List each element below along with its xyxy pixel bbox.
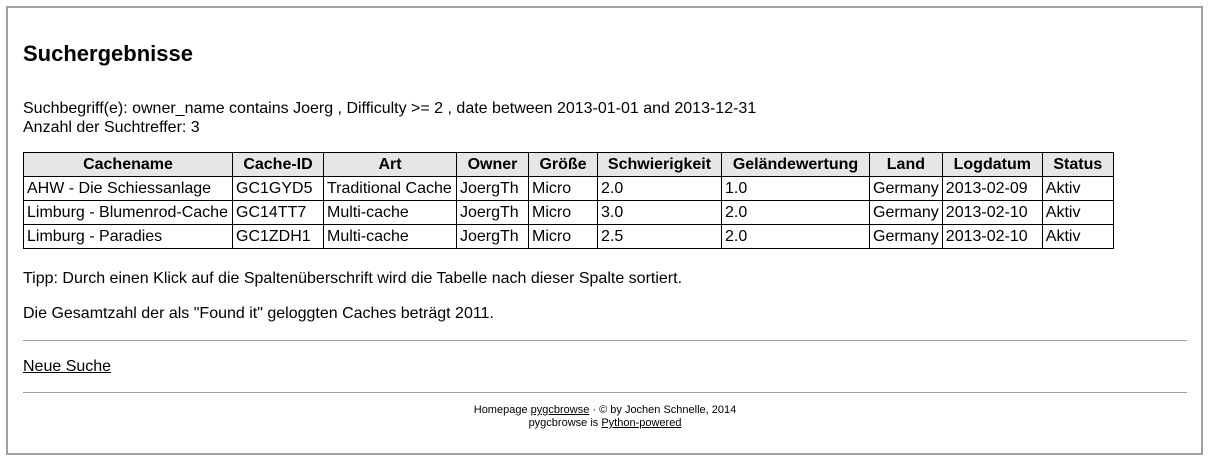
table-row (24, 177, 1114, 201)
cell-cachename: Limburg - Blumenrod-Cache (24, 201, 233, 225)
homepage-link[interactable]: pygcbrowse (530, 404, 590, 416)
page-title: Suchergebnisse (23, 41, 193, 66)
results-table (23, 152, 1114, 249)
footer-line-powered (23, 417, 1187, 430)
cell-groesse: Micro (529, 225, 598, 249)
cell-art: Multi-cache (324, 225, 457, 249)
column-header-land[interactable]: Land (870, 153, 943, 177)
column-header-logdatum[interactable]: Logdatum (942, 153, 1042, 177)
footer-copyright: · © by Jochen Schnelle, 2014 (589, 404, 737, 416)
column-header-cache-id[interactable]: Cache-ID (233, 153, 324, 177)
column-header-gelaendewertung[interactable]: Geländewertung (722, 153, 870, 177)
cell-owner: JoergTh (457, 201, 529, 225)
cell-cache-id: GC1ZDH1 (233, 225, 324, 249)
cell-groesse: Micro (529, 201, 598, 225)
cell-groesse: Micro (529, 177, 598, 201)
cell-owner: JoergTh (457, 177, 529, 201)
result-count: Anzahl der Suchtreffer: 3 (23, 119, 200, 136)
cell-gelaendewertung: 2.0 (722, 225, 870, 249)
found-total: Die Gesamtzahl der als "Found it" geloggten Caches beträgt 2011. (23, 305, 494, 322)
page-frame (6, 6, 1203, 455)
query-summary (23, 99, 756, 137)
new-search-link[interactable]: Neue Suche (23, 358, 112, 375)
cell-schwierigkeit: 3.0 (598, 201, 722, 225)
column-header-schwierigkeit[interactable]: Schwierigkeit (598, 153, 722, 177)
cell-land: Germany (870, 177, 943, 201)
column-header-art[interactable]: Art (324, 153, 457, 177)
cell-logdatum: 2013-02-09 (942, 177, 1042, 201)
cell-art: Traditional Cache (324, 177, 457, 201)
cell-schwierigkeit: 2.0 (598, 177, 722, 201)
sort-tip: Tipp: Durch einen Klick auf die Spaltenüberschrift wird die Tabelle nach dieser Spalte sortiert. (23, 270, 683, 287)
cell-land: Germany (870, 201, 943, 225)
column-header-owner[interactable]: Owner (457, 153, 529, 177)
cell-cache-id: GC1GYD5 (233, 177, 324, 201)
footer-homepage-prefix: Homepage (473, 404, 531, 416)
table-header-row (24, 153, 1114, 177)
cell-cachename: Limburg - Paradies (24, 225, 233, 249)
query-line: Suchbegriff(e): owner_name contains Joerg , Difficulty >= 2 , date between 2013-01-01 and 2013-12-31 (23, 100, 757, 117)
footer-powered-prefix: pygcbrowse is (528, 417, 602, 429)
cell-gelaendewertung: 2.0 (722, 201, 870, 225)
table-row (24, 225, 1114, 249)
cell-gelaendewertung: 1.0 (722, 177, 870, 201)
cell-logdatum: 2013-02-10 (942, 225, 1042, 249)
cell-schwierigkeit: 2.5 (598, 225, 722, 249)
python-powered-link[interactable]: Python-powered (601, 417, 682, 429)
cell-status: Aktiv (1042, 201, 1113, 225)
footer-line-homepage (23, 404, 1187, 417)
table-row (24, 201, 1114, 225)
cell-land: Germany (870, 225, 943, 249)
divider (23, 392, 1187, 393)
cell-cache-id: GC14TT7 (233, 201, 324, 225)
cell-art: Multi-cache (324, 201, 457, 225)
divider (23, 340, 1187, 341)
footer (23, 404, 1187, 430)
column-header-cachename[interactable]: Cachename (24, 153, 233, 177)
cell-cachename: AHW - Die Schiessanlage (24, 177, 233, 201)
cell-owner: JoergTh (457, 225, 529, 249)
column-header-status[interactable]: Status (1042, 153, 1113, 177)
cell-status: Aktiv (1042, 225, 1113, 249)
cell-logdatum: 2013-02-10 (942, 201, 1042, 225)
cell-status: Aktiv (1042, 177, 1113, 201)
column-header-groesse[interactable]: Größe (529, 153, 598, 177)
